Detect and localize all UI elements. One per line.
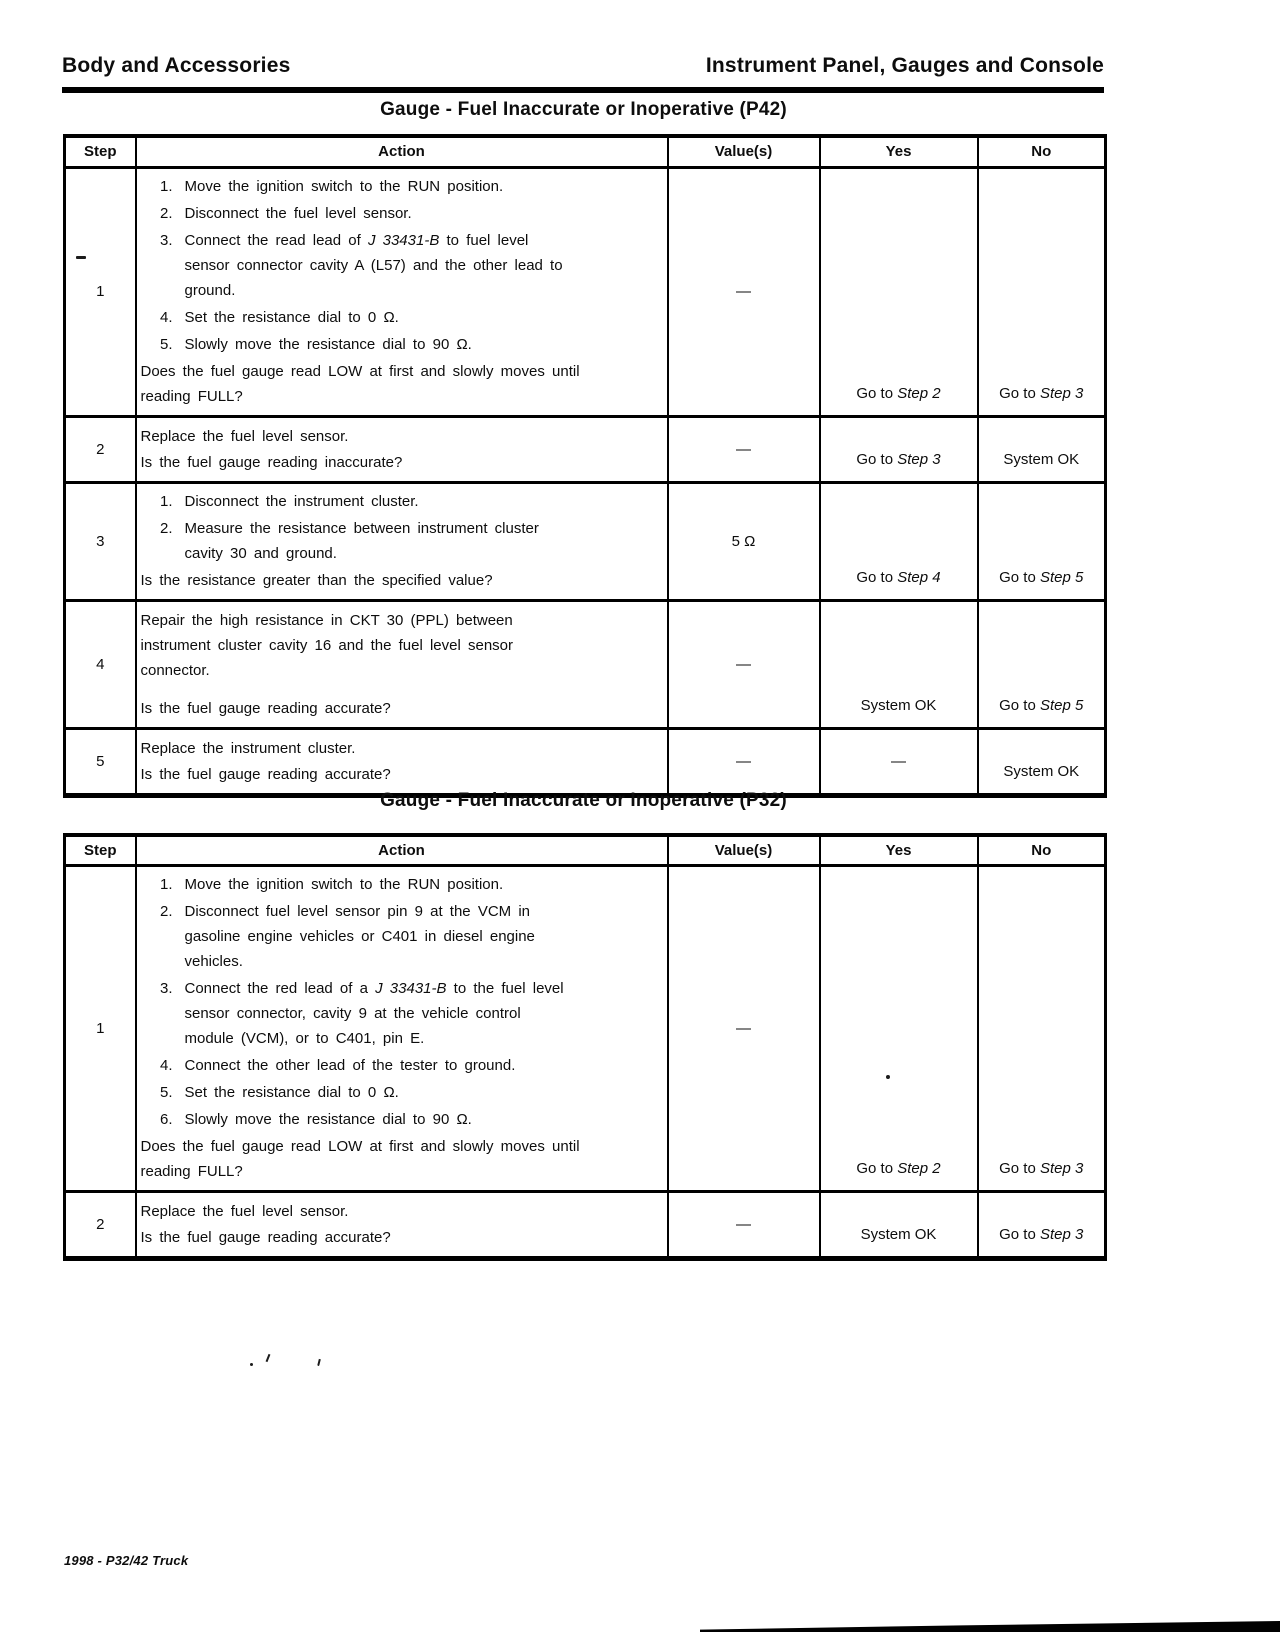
- col-header-values: Value(s): [668, 136, 820, 167]
- action-question: Is the fuel gauge reading accurate?: [140, 699, 391, 717]
- scan-artifact-dot: [250, 1363, 253, 1366]
- action-cell: [136, 1191, 668, 1258]
- action-item: Connect the red lead of a J 33431-B to the fuel level sensor connector, cavity 9 at the vehicle control module (VCM), or to C401, pin E.: [184, 979, 564, 1047]
- action-cell: [136, 482, 668, 600]
- action-question: Does the fuel gauge read LOW at first and slowly moves until reading FULL?: [140, 362, 580, 405]
- action-item: Slowly move the resistance dial to 90 Ω.: [184, 1110, 472, 1128]
- action-question: Does the fuel gauge read LOW at first and slowly moves until reading FULL?: [140, 1137, 580, 1180]
- action-item: Connect the other lead of the tester to ground.: [184, 1056, 516, 1074]
- header-rule: [62, 87, 1104, 93]
- table-title-p32: Gauge - Fuel Inaccurate or Inoperative (P32): [380, 790, 787, 811]
- table-row: [65, 167, 1106, 416]
- action-item: Connect the read lead of J 33431-B to fuel level sensor connector cavity A (L57) and the other lead to ground.: [184, 231, 563, 299]
- table-title-p42: Gauge - Fuel Inaccurate or Inoperative (P42): [380, 99, 787, 120]
- scan-smudge-bar: [700, 1621, 1280, 1632]
- step-number: 5: [65, 728, 136, 795]
- action-statement: Replace the fuel level sensor.: [140, 1202, 349, 1220]
- yes-cell: Go to Step 4: [820, 482, 978, 600]
- table-row: [65, 865, 1106, 1191]
- table-row: [65, 600, 1106, 728]
- value-cell: —: [668, 865, 820, 1191]
- table-row: [65, 482, 1106, 600]
- step-number: 4: [65, 600, 136, 728]
- yes-cell: Go to Step 2: [820, 167, 978, 416]
- table-row: [65, 728, 1106, 795]
- table-row: [65, 1191, 1106, 1258]
- no-cell: Go to Step 5: [978, 482, 1106, 600]
- action-question: Is the fuel gauge reading accurate?: [140, 765, 391, 783]
- action-item: Set the resistance dial to 0 Ω.: [184, 308, 399, 326]
- col-header-step: Step: [65, 835, 136, 865]
- action-item: Slowly move the resistance dial to 90 Ω.: [184, 335, 472, 353]
- action-item: Move the ignition switch to the RUN position.: [184, 177, 504, 195]
- action-item: Measure the resistance between instrument cluster cavity 30 and ground.: [184, 519, 539, 562]
- scan-artifact-dot: [886, 1075, 890, 1079]
- scan-artifact-tick: [266, 1354, 271, 1362]
- col-header-action: Action: [136, 835, 668, 865]
- no-cell: System OK: [978, 416, 1106, 482]
- no-cell: System OK: [978, 728, 1106, 795]
- diagnostic-table-p32: [63, 833, 1107, 1261]
- table-header-row: [65, 835, 1106, 865]
- no-cell: Go to Step 3: [978, 167, 1106, 416]
- action-item: Disconnect the fuel level sensor.: [184, 204, 412, 222]
- table-header-row: [65, 136, 1106, 167]
- scan-artifact-tick: [317, 1359, 321, 1366]
- action-cell: [136, 416, 668, 482]
- action-cell: [136, 728, 668, 795]
- col-header-yes: Yes: [820, 136, 978, 167]
- step-number: 2: [65, 1191, 136, 1258]
- yes-cell: System OK: [820, 1191, 978, 1258]
- scan-artifact-dash: [76, 256, 86, 259]
- page-header-right: Instrument Panel, Gauges and Console: [705, 54, 1104, 77]
- col-header-values: Value(s): [668, 835, 820, 865]
- action-statement: Replace the instrument cluster.: [140, 739, 356, 757]
- yes-cell: —: [820, 728, 978, 795]
- value-cell: —: [668, 167, 820, 416]
- action-cell: [136, 600, 668, 728]
- action-cell: [136, 167, 668, 416]
- page-header-left: Body and Accessories: [62, 54, 291, 77]
- diagnostic-table-p42: [63, 134, 1107, 798]
- value-cell: 5 Ω: [668, 482, 820, 600]
- value-cell: —: [668, 728, 820, 795]
- value-cell: —: [668, 1191, 820, 1258]
- action-item: Disconnect the instrument cluster.: [184, 492, 419, 510]
- no-cell: Go to Step 5: [978, 600, 1106, 728]
- col-header-action: Action: [136, 136, 668, 167]
- action-question: Is the fuel gauge reading accurate?: [140, 1228, 391, 1246]
- step-number: 1: [65, 865, 136, 1191]
- action-statement: Repair the high resistance in CKT 30 (PPL) between instrument cluster cavity 16 and the fuel level sensor connector.: [140, 611, 514, 679]
- footer-edition-label: 1998 - P32/42 Truck: [64, 1553, 189, 1568]
- yes-cell: Go to Step 3: [820, 416, 978, 482]
- value-cell: —: [668, 600, 820, 728]
- col-header-no: No: [978, 136, 1106, 167]
- table-row: [65, 416, 1106, 482]
- value-cell: —: [668, 416, 820, 482]
- action-item: Move the ignition switch to the RUN position.: [184, 875, 504, 893]
- no-cell: Go to Step 3: [978, 1191, 1106, 1258]
- col-header-no: No: [978, 835, 1106, 865]
- step-number: 1: [65, 167, 136, 416]
- action-item: Set the resistance dial to 0 Ω.: [184, 1083, 399, 1101]
- action-question: Is the resistance greater than the specified value?: [140, 571, 493, 589]
- yes-cell: Go to Step 2: [820, 865, 978, 1191]
- action-cell: [136, 865, 668, 1191]
- no-cell: Go to Step 3: [978, 865, 1106, 1191]
- step-number: 2: [65, 416, 136, 482]
- action-question: Is the fuel gauge reading inaccurate?: [140, 453, 403, 471]
- col-header-step: Step: [65, 136, 136, 167]
- col-header-yes: Yes: [820, 835, 978, 865]
- step-number: 3: [65, 482, 136, 600]
- action-item: Disconnect fuel level sensor pin 9 at the VCM in gasoline engine vehicles or C401 in diesel engine vehicles.: [184, 902, 535, 970]
- yes-cell: System OK: [820, 600, 978, 728]
- action-statement: Replace the fuel level sensor.: [140, 427, 349, 445]
